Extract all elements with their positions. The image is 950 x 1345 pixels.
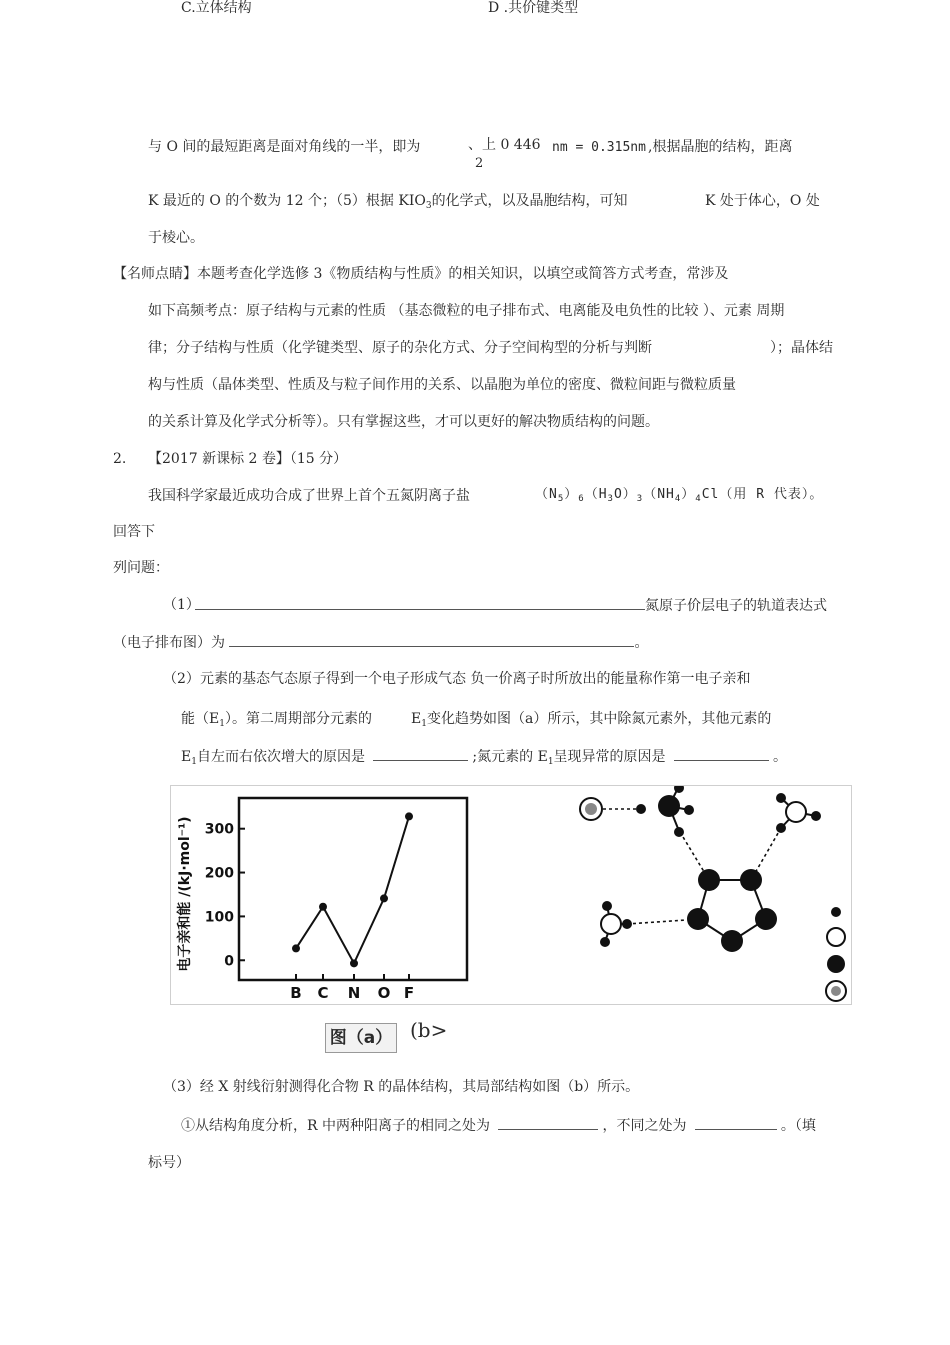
question-intro: 我国科学家最近成功合成了世界上首个五氮阴离子盐 (148, 488, 470, 504)
formula-part: （H (584, 487, 608, 502)
part-2-line-3 (181, 748, 787, 766)
nitrogen-ring-atom (698, 869, 720, 891)
part-3-text: ①从结构角度分析，R 中两种阳离子的相同之处为 (181, 1118, 490, 1134)
tip-line-1: 【名师点睛】本题考查化学选修 3《物质结构与性质》的相关知识，以填空或简答方式考查，常涉及 (113, 266, 729, 282)
x-tick-label: B (290, 984, 302, 1002)
formula-part: ） (564, 487, 579, 502)
part-2-text: 能（E (181, 711, 220, 727)
formula-part: （NH (643, 487, 675, 502)
atoms (580, 786, 821, 952)
option-d: D .共价键类型 (488, 0, 579, 16)
nitrogen-atom (658, 795, 680, 817)
solution-text: 的化学式，以及晶胞结构，可知 (431, 193, 628, 209)
data-point-N (350, 959, 358, 967)
data-point-O (380, 894, 388, 902)
part-2-text: 变化趋势如图（a）所示，其中除氮元素外，其他元素的 (426, 711, 772, 727)
subscript: 1 (219, 719, 225, 729)
part-2-text: ;氮元素的 E (472, 749, 548, 765)
part-2-text: 元素的基态气态原子得到一个电子形成气态 负一价离子时所放出的能量称作第一电子亲和 (200, 671, 751, 687)
formula-part: Cl（用 R 代表）。 (701, 487, 824, 502)
subscript: 5 (557, 494, 565, 504)
part-3-text: ，不同之处为 (602, 1118, 687, 1134)
answer-prompt: 列问题： (113, 560, 169, 576)
y-axis-label: 电子亲和能 /(kJ·mol⁻¹) (177, 816, 193, 972)
part-1-line (195, 597, 827, 615)
distance-value: nm = 0.315nm (552, 140, 646, 155)
tip-line-5: 的关系计算及化学式分析等）。只有掌握这些，才可以更好的解决物质结构的问题。 (148, 414, 659, 430)
data-point-F (405, 812, 413, 820)
part-1-number: （1） (163, 597, 200, 613)
x-tick-label: F (403, 984, 415, 1002)
legend-atoms (826, 907, 846, 1001)
question-source: 【2017 新课标 2 卷】（15 分） (148, 451, 348, 467)
y-tick-label: 200 (204, 865, 234, 882)
part-3-line-2: 标号） (148, 1155, 190, 1171)
option-c: C.立体结构 (181, 0, 252, 16)
part-2-text: E (181, 749, 192, 765)
subscript: 1 (421, 719, 427, 729)
solution-text: K 处于体心，O 处 (705, 193, 820, 209)
crystal-structure (580, 786, 846, 1001)
tip-line-2: 如下高频考点：原子结构与元素的性质 （基态微粒的电子排布式、电离能及电负性的比较 ）、元素 周期 (148, 303, 785, 319)
oxygen-atom (601, 914, 621, 934)
part-3-text: （3）经 X 射线衍射测得化合物 R 的晶体结构，其局部结构如图（b）所示。 (163, 1079, 640, 1095)
y-tick-label: 300 (204, 821, 234, 838)
figure-a-caption: 图（a） (325, 1023, 397, 1053)
answer-blank[interactable] (674, 748, 769, 761)
figure-svg (171, 786, 851, 1004)
figure-panel (170, 785, 852, 1005)
subscript: 6 (578, 494, 585, 504)
answer-blank[interactable] (498, 1117, 598, 1130)
data-points (292, 812, 413, 967)
solution-line-1 (148, 139, 420, 156)
formula-part: ） (622, 487, 637, 502)
hydrogen-atom (636, 804, 646, 814)
part-3-text: 。（填 (780, 1118, 816, 1134)
answer-blank[interactable] (195, 597, 645, 610)
answer-blank[interactable] (695, 1117, 777, 1130)
subscript: 1 (547, 757, 554, 767)
x-tick-label: N (347, 984, 361, 1002)
subscript: 3 (636, 494, 644, 504)
solution-line-2 (148, 193, 628, 210)
figure-b-caption: (b> (410, 1018, 448, 1042)
question-number: 2. (113, 451, 127, 467)
tip-line-3a: 律；分子结构与性质（化学键类型、原子的杂化方式、分子空间构型的分析与判断 (148, 340, 652, 356)
part-1-line-2 (113, 634, 648, 652)
solution-text: ,根据晶胞的结构，距离 (648, 139, 793, 155)
part-2-text: 呈现异常的原因是 (553, 749, 666, 765)
series-line (296, 816, 409, 963)
answer-blank[interactable] (373, 748, 468, 761)
x-tick-label: O (377, 984, 391, 1002)
chart-frame (239, 798, 467, 980)
tip-line-3b: ）；晶体结 (770, 340, 833, 356)
solution-line-3: 于棱心。 (148, 230, 204, 246)
part-2-text: ）。第二周期部分元素的 (224, 711, 372, 727)
x-tick-labels (290, 974, 414, 1002)
subscript: 3 (607, 494, 614, 504)
subscript: 1 (191, 757, 197, 767)
part-1-text: 氮原子价层电子的轨道表达式 (645, 598, 827, 614)
data-point-C (319, 903, 327, 911)
part-1-end: 。 (634, 635, 649, 651)
part-2-number: （2） (163, 671, 200, 687)
formula-part: O (613, 487, 623, 502)
formula-part: （N (535, 487, 558, 502)
part-2-line-2 (181, 711, 372, 728)
answer-blank[interactable] (229, 634, 634, 647)
part-2-end: 。 (773, 749, 787, 765)
fraction-top: 、上 0 446 (468, 137, 541, 153)
part-2-text: E (411, 711, 422, 727)
y-tick-label: 100 (204, 909, 234, 926)
oxygen-atom (786, 802, 806, 822)
subscript: 3 (425, 201, 432, 211)
data-point-B (292, 944, 300, 952)
part-2-line-2b (411, 711, 771, 728)
fraction-denominator: 2 (475, 156, 484, 171)
formula-part: ） (681, 487, 696, 502)
y-tick-label: 0 (224, 953, 234, 970)
part-2-text: 自左而右依次增大的原因是 (196, 749, 365, 765)
part-3-line-1 (181, 1117, 816, 1135)
solution-text: 与 O 间的最短距离是面对角线的一半，即为 (148, 139, 421, 155)
solution-text: K 最近的 O 的个数为 12 个；（5）根据 KIO (148, 193, 426, 209)
tip-line-4: 构与性质（晶体类型、性质及与粒子间作用的关系、以晶胞为单位的密度、微粒间距与微粒质量 (148, 377, 736, 393)
x-tick-label: C (317, 984, 329, 1002)
hydrogen-bonds (603, 809, 781, 924)
chemical-formula (535, 487, 823, 503)
part-1-text: （电子排布图）为 (113, 635, 225, 651)
subscript: 4 (695, 494, 702, 504)
subscript: 4 (674, 494, 682, 504)
answer-prompt: 回答下 (113, 524, 155, 540)
